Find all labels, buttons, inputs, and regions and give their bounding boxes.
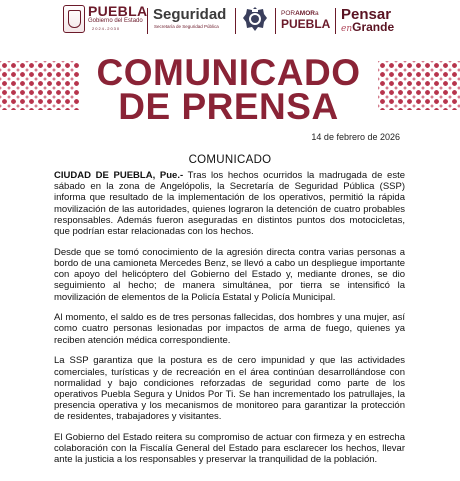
seguridad-logo-name: Seguridad bbox=[153, 6, 227, 23]
amor-logo-top: PORAMORa bbox=[281, 10, 319, 17]
paragraph-4: La SSP garantiza que la postura es de cero impunidad y que las actividades comerciales, turísticas y de recreación en el área continúan desarrollándose con normalidad y bajo condiciones reforzadas de seguridad como parte de los operativos Puebla Segura y Unidos Por Ti. Se han incrementado los patrullajes, la presencia operativa y los mecanismos de monitoreo para garantizar la protección de residentes, trabajadores y visitantes. bbox=[54, 355, 405, 423]
puebla-logo-subtitle: Gobierno del Estado bbox=[88, 18, 143, 24]
seguridad-logo-subtitle: Secretaría de Seguridad Pública bbox=[154, 24, 219, 29]
pensar-logo-line2: enGrande bbox=[341, 20, 395, 34]
dateline: CIUDAD DE PUEBLA, Pue.- bbox=[54, 170, 184, 181]
puebla-logo-name: PUEBLA bbox=[88, 3, 148, 19]
header-divider bbox=[235, 8, 236, 34]
paragraph-3: Al momento, el saldo es de tres personas fallecidas, dos hombres y una mujer, así como cuatro personas lesionadas por impactos de arma de fuego, quienes ya reciben atención médica correspondiente. bbox=[54, 312, 405, 346]
header-divider bbox=[335, 8, 336, 34]
page-title-line2: DE PRENSA bbox=[118, 86, 339, 127]
paragraph-5: El Gobierno del Estado reitera su compromiso de actuar con firmeza y en estrecha colaboración con la Fiscalía General del Estado para esclarecer los hechos, llevar ante la justicia a los responsables y preservar la tranquilidad de la población. bbox=[54, 432, 405, 466]
header-logos bbox=[0, 0, 460, 44]
header-divider bbox=[275, 8, 276, 34]
page-title-line1: COMUNICADO bbox=[96, 52, 361, 93]
puebla-seal-icon bbox=[63, 5, 85, 33]
paragraph-1-text: Tras los hechos ocurridos la madrugada de este sábado en la zona de Angelópolis, la Secretaría de Seguridad Pública (SSP) informa que resultado de la implementación de los operativos, permitió la rápida movilización de las autoridades, quienes lograron la detención de cuatro probables responsables. Además fueron aseguradas en distintos puntos dos motocicletas, que podrían estar relacionadas con los hechos. bbox=[54, 170, 406, 238]
police-badge-icon bbox=[243, 6, 267, 32]
pensar-logo-line1: Pensar bbox=[341, 6, 392, 23]
paragraph-2: Desde que se tomó conocimiento de la agresión directa contra varias personas a bordo de una camioneta Mercedes Benz, se llevó a cabo un despliegue importante con apoyo del helicóptero del Gobierno del Estado y, mediante drones, se dio seguimiento al hecho; de manera simultánea, por tierra se intensificó la movilización de elementos de la Policía Estatal y Policía Municipal. bbox=[54, 246, 405, 303]
section-heading: COMUNICADO bbox=[188, 154, 272, 166]
release-date: 14 de febrero de 2026 bbox=[311, 132, 400, 142]
puebla-logo-period: 2024-2030 bbox=[92, 26, 121, 31]
header-divider bbox=[147, 8, 148, 34]
press-release-body bbox=[54, 170, 405, 466]
amor-logo-name: PUEBLA bbox=[281, 17, 331, 31]
paragraph-1 bbox=[54, 170, 405, 237]
decorative-pattern-right bbox=[378, 61, 460, 110]
decorative-pattern-left bbox=[0, 61, 79, 110]
